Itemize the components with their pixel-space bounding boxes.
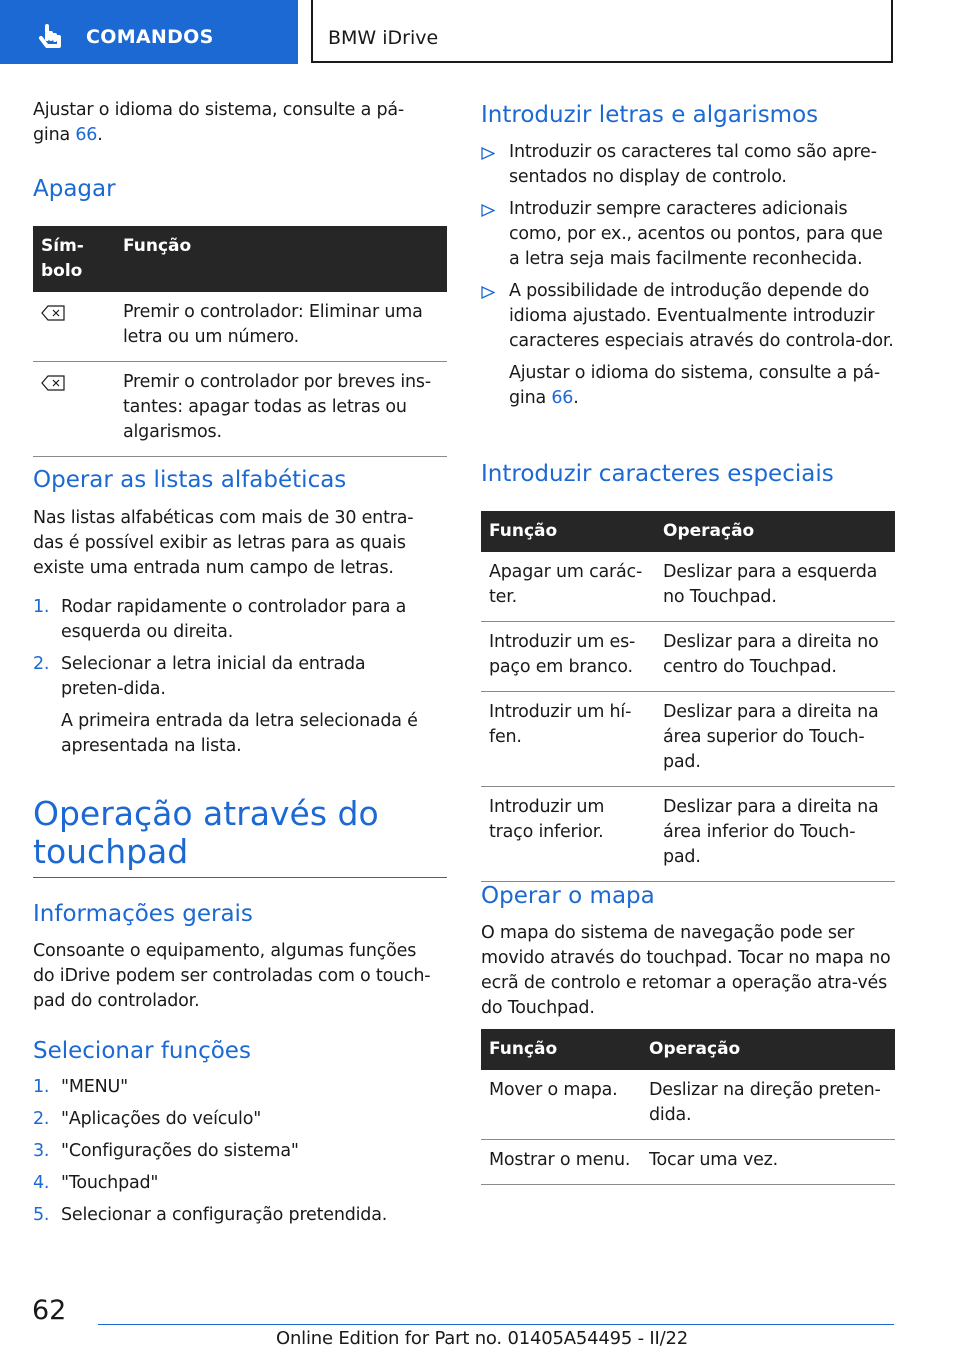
- letras-heading: Introduzir letras e algarismos: [481, 102, 819, 128]
- step-text: "Touchpad": [61, 1173, 159, 1193]
- table-row: [33, 362, 447, 457]
- table-cell: Deslizar na direção preten-dida.: [641, 1070, 895, 1140]
- table-cell: Deslizar para a direita na área superior do Touch-pad.: [655, 692, 895, 787]
- language-note-text: Ajustar o idioma do sistema, consulte a pá-gina: [509, 363, 881, 408]
- bullet-triangle-icon: [481, 286, 495, 299]
- section-tab: [0, 0, 298, 64]
- info-text: Consoante o equipamento, algumas funções do iDrive podem ser controladas com o touch-pad do controlador.: [33, 941, 431, 1011]
- list-note: Ajustar o idioma do sistema, consulte a pá-gina 66.: [509, 363, 881, 408]
- apagar-heading: Apagar: [33, 176, 116, 202]
- table-cell: Tocar uma vez.: [641, 1140, 895, 1185]
- table-cell: Deslizar para a direita na área inferior do Touch-pad.: [655, 787, 895, 882]
- list-item: [481, 197, 895, 272]
- step-number: 1.: [33, 597, 50, 617]
- apagar-table: [33, 226, 447, 457]
- bullet-triangle-icon: [481, 204, 495, 217]
- footer-divider: [98, 1324, 894, 1325]
- step-text: Selecionar a configuração pretendida.: [61, 1205, 388, 1225]
- table-row: [481, 692, 895, 787]
- step-text: Rodar rapidamente o controlador para a esquerda ou direita.: [61, 597, 407, 642]
- page-link-66[interactable]: 66: [75, 125, 98, 145]
- step-text: "MENU": [61, 1077, 128, 1097]
- step-number: 5.: [33, 1205, 50, 1225]
- bullet-text: Introduzir sempre caracteres adicionais como, por ex., acentos ou pontos, para que a letra seja mais facilmente reconhecida.: [509, 199, 883, 269]
- heading-divider: [33, 877, 447, 878]
- list-item: [33, 1075, 428, 1100]
- step-number: 2.: [33, 654, 50, 674]
- table-row: [481, 1070, 895, 1140]
- table-cell: Introduzir um traço inferior.: [481, 787, 655, 882]
- backspace-icon: [41, 305, 65, 321]
- listas-text: Nas listas alfabéticas com mais de 30 entra-das é possível exibir as letras para as quais existe uma entrada num campo de letras.: [33, 508, 414, 578]
- step-text: "Aplicações do veículo": [61, 1109, 262, 1129]
- table-header-operation: Operação: [655, 511, 895, 552]
- table-cell: Deslizar para a direita no centro do Touchpad.: [655, 622, 895, 692]
- especiais-heading: Introduzir caracteres especiais: [481, 461, 834, 487]
- mapa-heading: Operar o mapa: [481, 883, 655, 909]
- list-item: [33, 1107, 428, 1132]
- selecionar-heading: Selecionar funções: [33, 1038, 251, 1064]
- language-note-text: Ajustar o idioma do sistema, consulte a pá-gina: [33, 100, 405, 145]
- table-header-operation: Operação: [641, 1029, 895, 1070]
- table-row: [33, 292, 447, 362]
- step-note-text: A primeira entrada da letra selecionada é apresentada na lista.: [61, 711, 418, 756]
- list-item: [33, 1203, 428, 1228]
- table-cell: Apagar um carác-ter.: [481, 552, 655, 622]
- list-item: [33, 1171, 428, 1196]
- step-number: 1.: [33, 1077, 50, 1097]
- table-header-symbol: Sím-bolo: [33, 226, 115, 292]
- list-item: [481, 279, 895, 354]
- table-header-function: Função: [115, 226, 447, 292]
- language-note: Ajustar o idioma do sistema, consulte a pá-gina 66.: [33, 100, 405, 145]
- table-cell: Premir o controlador por breves ins-tantes: apagar todas as letras ou algarismos.: [115, 362, 447, 457]
- list-item: [33, 595, 428, 645]
- mapa-text: O mapa do sistema de navegação pode ser movido através do touchpad. Tocar no mapa no ecrã de controlo e retomar a operação atra-vés do Touchpad.: [481, 923, 891, 1018]
- edition-note: Online Edition for Part no. 01405A54495 - II/22: [276, 1328, 689, 1349]
- page-link-66[interactable]: 66: [551, 388, 574, 408]
- table-header-function: Função: [481, 1029, 641, 1070]
- table-cell: Introduzir um hí-fen.: [481, 692, 655, 787]
- bullet-text: A possibilidade de introdução depende do idioma ajustado. Eventualmente introduzir caracteres especiais através do controla-dor.: [509, 281, 894, 351]
- step-text: "Configurações do sistema": [61, 1141, 299, 1161]
- chapter-title: BMW iDrive: [328, 27, 439, 49]
- bullet-triangle-icon: [481, 147, 495, 160]
- table-row: [481, 787, 895, 882]
- step-text: Selecionar a letra inicial da entrada preten-dida.: [61, 654, 366, 699]
- bullet-text: Introduzir os caracteres tal como são apre-sentados no display de controlo.: [509, 142, 877, 187]
- table-cell: Premir o controlador: Eliminar uma letra ou um número.: [115, 292, 447, 362]
- touchpad-heading: Operação através do touchpad: [33, 794, 379, 871]
- table-cell: Mover o mapa.: [481, 1070, 641, 1140]
- list-item: [33, 652, 428, 702]
- table-row: [481, 552, 895, 622]
- list-note: [33, 709, 428, 759]
- table-cell: Mostrar o menu.: [481, 1140, 641, 1185]
- page-number: 62: [32, 1295, 67, 1326]
- especiais-table: [481, 511, 895, 882]
- info-heading: Informações gerais: [33, 901, 253, 927]
- step-number: 4.: [33, 1173, 50, 1193]
- step-number: 3.: [33, 1141, 50, 1161]
- mapa-table: [481, 1029, 895, 1185]
- table-row: [481, 622, 895, 692]
- chapter-title-box: [311, 0, 893, 63]
- section-label: COMANDOS: [86, 26, 214, 48]
- hand-pointer-icon: [38, 24, 64, 52]
- list-item: [33, 1139, 428, 1164]
- step-number: 2.: [33, 1109, 50, 1129]
- table-cell: Introduzir um es-paço em branco.: [481, 622, 655, 692]
- table-row: [481, 1140, 895, 1185]
- listas-heading: Operar as listas alfabéticas: [33, 467, 347, 493]
- table-header-function: Função: [481, 511, 655, 552]
- list-item: [481, 140, 895, 190]
- table-cell: Deslizar para a esquerda no Touchpad.: [655, 552, 895, 622]
- backspace-icon: [41, 375, 65, 391]
